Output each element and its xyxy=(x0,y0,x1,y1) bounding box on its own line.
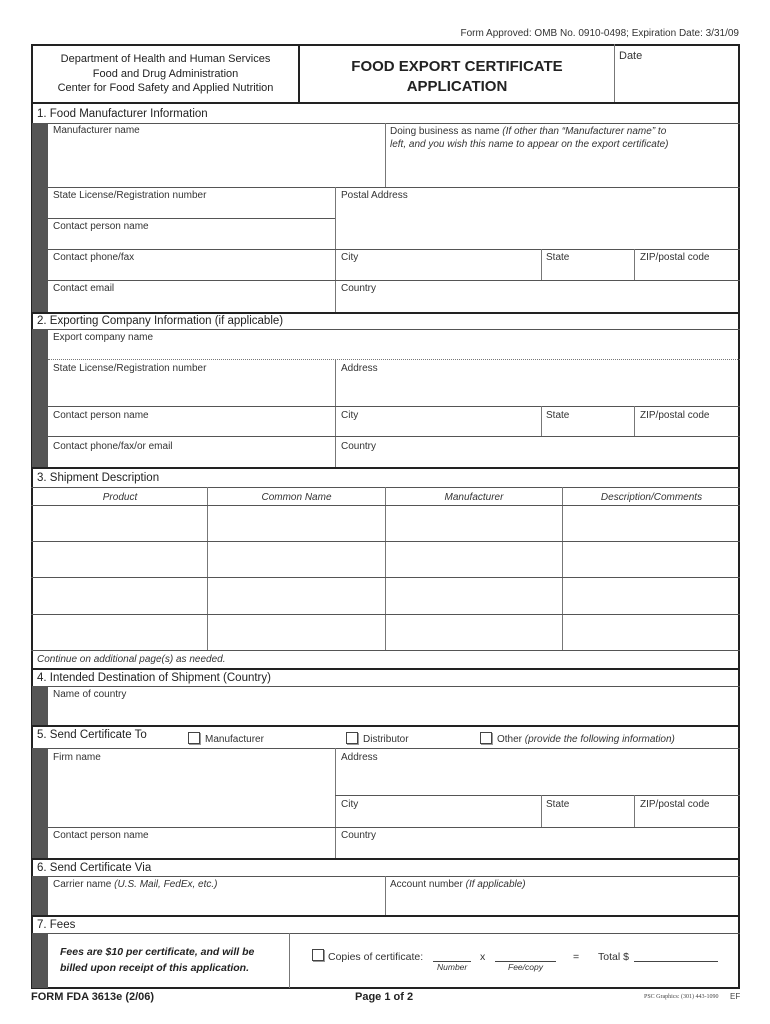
city-field[interactable] xyxy=(336,811,540,826)
omb-approval-note: Form Approved: OMB No. 0910-0498; Expiration Date: 3/31/09 xyxy=(460,28,739,39)
address-field[interactable] xyxy=(336,764,738,794)
agency-line: Department of Health and Human Services xyxy=(60,53,271,65)
agency-line: Food and Drug Administration xyxy=(92,67,239,80)
number-caption: Number xyxy=(437,962,468,972)
other-checkbox[interactable] xyxy=(480,732,492,744)
continue-note: Continue on additional page(s) as needed. xyxy=(37,654,226,665)
city-field[interactable] xyxy=(336,422,540,435)
contact-person-field[interactable] xyxy=(49,233,334,248)
license-label: State License/Registration number xyxy=(53,363,207,374)
times-symbol: x xyxy=(480,951,486,963)
zip-label: ZIP/postal code xyxy=(640,799,710,810)
fee-notice: Fees are $10 per certificate, and will be billed upon receipt of this application. xyxy=(60,946,255,974)
country-label: Country xyxy=(341,441,377,452)
total-field[interactable] xyxy=(634,961,718,962)
city-field[interactable] xyxy=(336,264,540,279)
state-label: State xyxy=(546,252,570,263)
manufacturer-checkbox[interactable] xyxy=(188,732,200,744)
postal-address-label: Postal Address xyxy=(341,190,408,201)
zip-label: ZIP/postal code xyxy=(640,410,710,421)
contact-person-field[interactable] xyxy=(49,842,334,857)
copies-label: Copies of certificate: xyxy=(328,951,424,963)
form-title: FOOD EXPORT CERTIFICATE APPLICATION xyxy=(351,58,563,95)
agency-block xyxy=(33,52,298,96)
fee-caption: Fee/copy xyxy=(508,962,543,972)
section-6-heading: 6. Send Certificate Via xyxy=(37,862,152,874)
zip-field[interactable] xyxy=(635,422,738,435)
state-label: State xyxy=(546,410,570,421)
section-2-heading: 2. Exporting Company Information (if applicable) xyxy=(37,315,284,327)
phone-fax-field[interactable] xyxy=(49,264,334,279)
country-field[interactable] xyxy=(336,842,738,857)
date-field[interactable] xyxy=(616,64,738,100)
state-field[interactable] xyxy=(542,811,633,826)
country-label: Name of country xyxy=(53,689,127,700)
contact-person-label: Contact person name xyxy=(53,830,149,841)
export-company-label: Export company name xyxy=(53,332,154,343)
country-field[interactable] xyxy=(336,295,738,311)
section-7-heading: 7. Fees xyxy=(37,919,76,931)
column-header-description: Description/Comments xyxy=(600,492,703,503)
address-label: Address xyxy=(341,363,378,374)
section-4-heading: 4. Intended Destination of Shipment (Country) xyxy=(37,672,271,684)
email-field[interactable] xyxy=(49,295,334,311)
section-4-sidebar xyxy=(32,686,48,725)
country-field[interactable] xyxy=(336,453,738,466)
other-option-label: Other (provide the following information) xyxy=(497,734,675,745)
city-label: City xyxy=(341,410,359,421)
table-row[interactable] xyxy=(33,578,740,613)
column-header-product: Product xyxy=(102,492,138,503)
distributor-checkbox[interactable] xyxy=(346,732,358,744)
account-field[interactable] xyxy=(386,891,738,914)
destination-country-field[interactable] xyxy=(49,701,738,724)
phone-fax-label: Contact phone/fax xyxy=(53,252,135,263)
section-1-sidebar xyxy=(32,123,48,312)
country-label: Country xyxy=(341,830,377,841)
column-header-manufacturer: Manufacturer xyxy=(444,492,504,503)
zip-field[interactable] xyxy=(635,811,738,826)
page-number: Page 1 of 2 xyxy=(355,991,414,1003)
carrier-field[interactable] xyxy=(49,891,384,914)
zip-label: ZIP/postal code xyxy=(640,252,710,263)
postal-address-field[interactable] xyxy=(336,202,738,248)
dba-name-field[interactable] xyxy=(386,152,738,186)
license-field[interactable] xyxy=(49,375,334,405)
city-label: City xyxy=(341,252,359,263)
contact-person-field[interactable] xyxy=(49,422,334,435)
table-row[interactable] xyxy=(33,506,740,541)
copies-checkbox[interactable] xyxy=(312,949,324,961)
section-2-sidebar xyxy=(32,329,48,467)
license-label: State License/Registration number xyxy=(53,190,207,201)
equals-symbol: = xyxy=(573,951,580,963)
printer-credit: PSC Graphics: (301) 443-1090 xyxy=(644,994,719,1000)
state-field[interactable] xyxy=(542,264,633,279)
column-header-common-name: Common Name xyxy=(261,492,332,503)
table-row[interactable] xyxy=(33,615,740,650)
section-5-heading: 5. Send Certificate To xyxy=(37,729,147,741)
export-company-field[interactable] xyxy=(49,344,738,358)
agency-line: Center for Food Safety and Applied Nutrition xyxy=(57,82,274,94)
section-5-sidebar xyxy=(32,748,48,858)
section-6-sidebar xyxy=(32,876,48,915)
phone-email-label: Contact phone/fax/or email xyxy=(53,441,173,452)
contact-person-label: Contact person name xyxy=(53,410,149,421)
section-7-sidebar xyxy=(32,933,48,988)
country-label: Country xyxy=(341,283,377,294)
dba-label: Doing business as name (If other than “Manufacturer name” to left, and you wish this name to appear on the export certificate) xyxy=(390,126,669,150)
distributor-option-label: Distributor xyxy=(363,734,409,745)
firm-name-field[interactable] xyxy=(49,764,334,826)
license-field[interactable] xyxy=(49,202,334,217)
date-label: Date xyxy=(619,50,643,62)
section-3-heading: 3. Shipment Description xyxy=(37,472,160,484)
carrier-label: Carrier name (U.S. Mail, FedEx, etc.) xyxy=(53,879,218,890)
city-label: City xyxy=(341,799,359,810)
address-label: Address xyxy=(341,752,378,763)
zip-field[interactable] xyxy=(635,264,738,279)
firm-name-label: Firm name xyxy=(53,752,101,763)
manufacturer-option-label: Manufacturer xyxy=(205,734,264,745)
section-1-heading: 1. Food Manufacturer Information xyxy=(37,108,208,120)
manufacturer-name-label: Manufacturer name xyxy=(53,125,140,136)
phone-email-field[interactable] xyxy=(49,453,334,466)
total-label: Total $ xyxy=(598,951,629,963)
contact-person-label: Contact person name xyxy=(53,221,149,232)
state-label: State xyxy=(546,799,570,810)
form-id: FORM FDA 3613e (2/06) xyxy=(31,991,155,1003)
table-row[interactable] xyxy=(33,542,740,577)
state-field[interactable] xyxy=(542,422,633,435)
address-field[interactable] xyxy=(336,375,738,405)
email-label: Contact email xyxy=(53,283,115,294)
ef-mark: EF xyxy=(730,992,741,1001)
manufacturer-name-field[interactable] xyxy=(49,138,384,186)
account-label: Account number (If applicable) xyxy=(390,879,526,890)
